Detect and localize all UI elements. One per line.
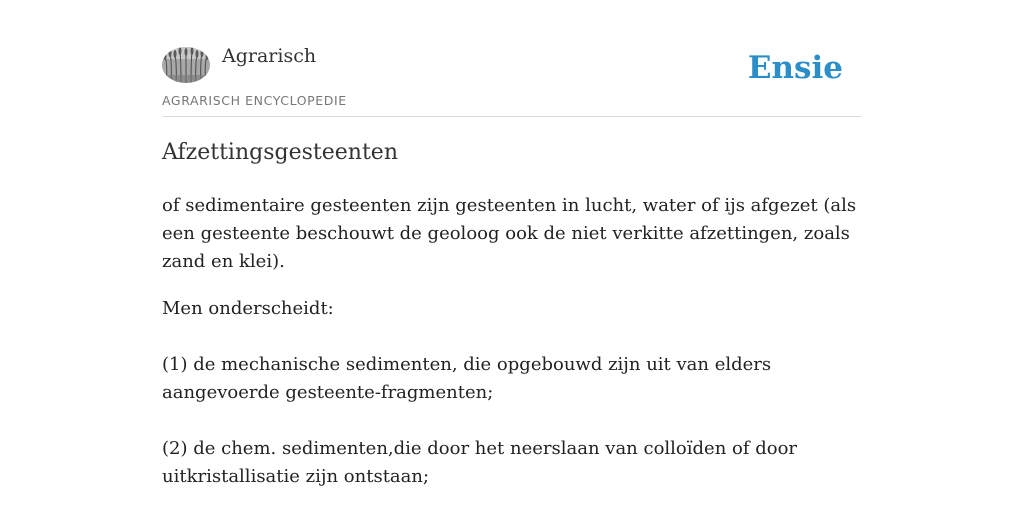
- site-name[interactable]: Agrarisch: [222, 45, 317, 67]
- article-lead: Men onderscheidt:: [162, 298, 334, 319]
- article-title: Afzettingsgesteenten: [162, 140, 398, 165]
- ensie-brand-link[interactable]: Ensie: [747, 50, 843, 86]
- article-body: [162, 192, 862, 491]
- page: [162, 0, 862, 512]
- list-item: (2) de chem. sedimenten,die door het neerslaan van colloïden of door uitkristallisatie zijn ontstaan;: [162, 438, 798, 487]
- paragraph-spacer: [162, 407, 862, 435]
- article-intro: of sedimentaire gesteenten zijn gesteenten in lucht, water of ijs afgezet (als een gesteente beschouwt de geoloog ook de niet verkitte afzettingen, zoals zand en klei).: [162, 195, 857, 272]
- wheat-field-logo-icon[interactable]: [162, 47, 210, 83]
- site-header: [162, 0, 862, 117]
- site-subtitle: AGRARISCH ENCYCLOPEDIE: [162, 93, 347, 108]
- list-item: (1) de mechanische sedimenten, die opgebouwd zijn uit van elders aangevoerde gesteente-fragmenten;: [162, 354, 772, 403]
- paragraph-spacer: [162, 323, 862, 351]
